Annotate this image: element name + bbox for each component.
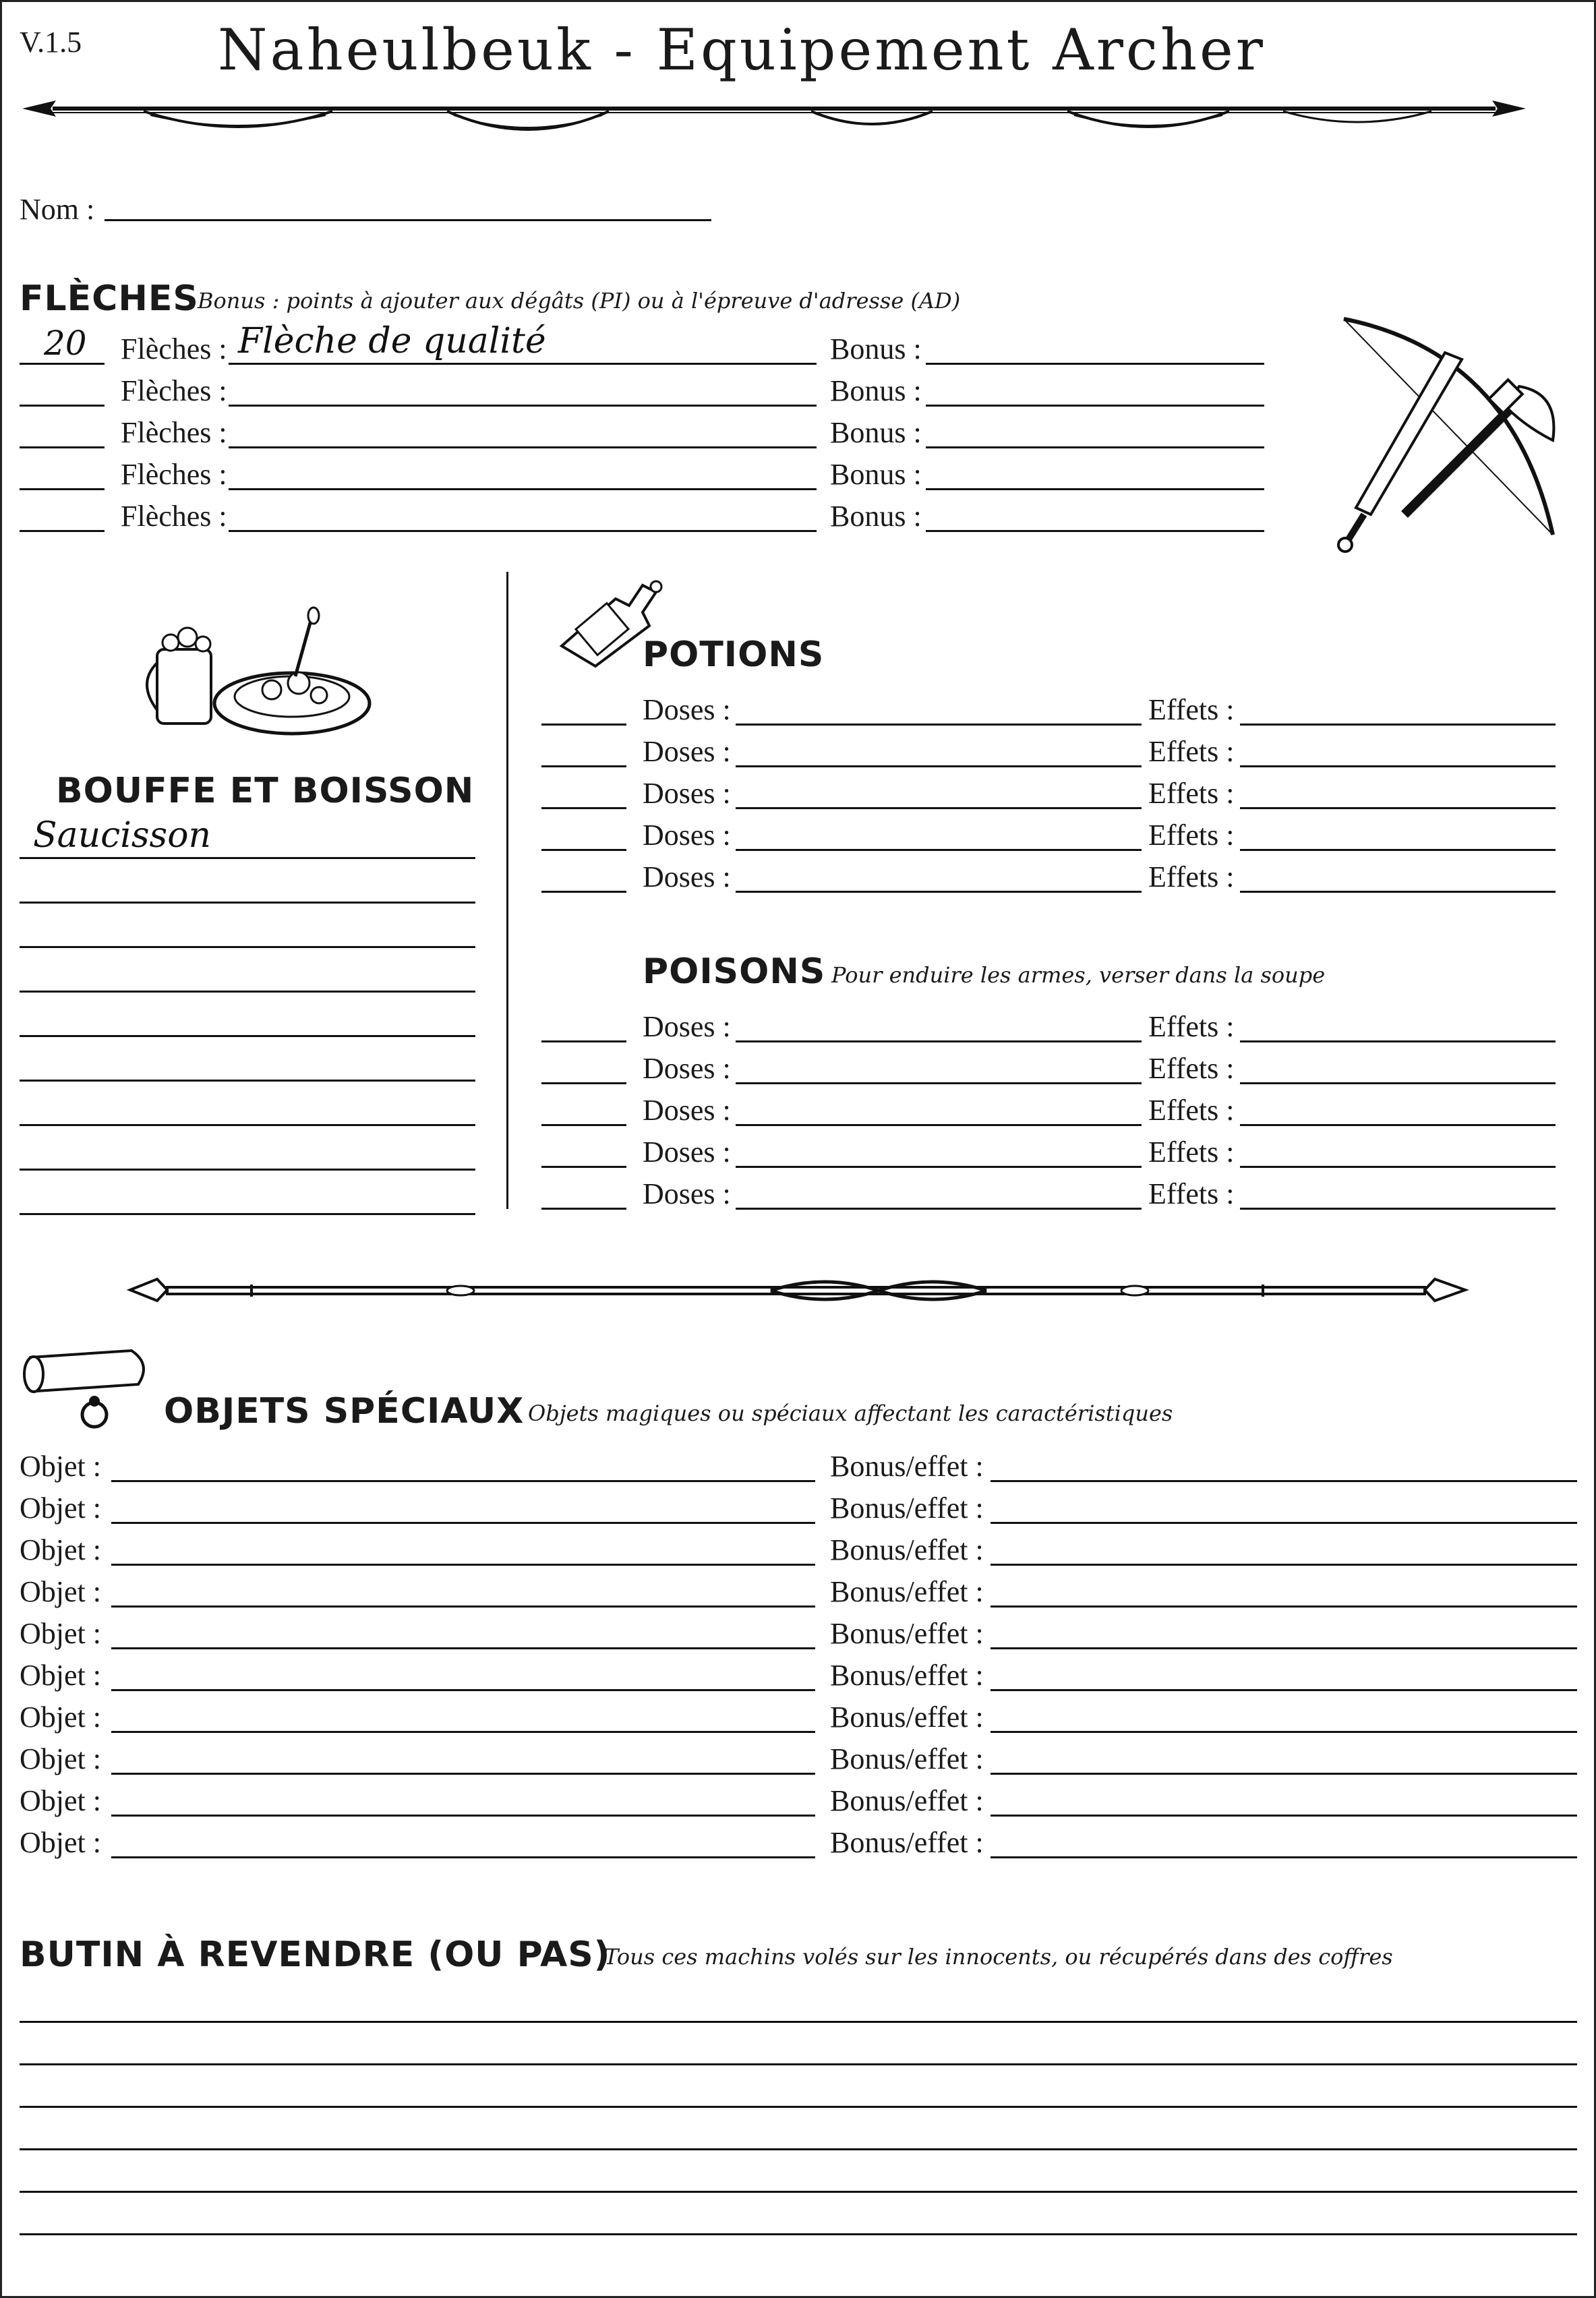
objet-bonus-label: Bonus/effet :	[830, 1826, 984, 1859]
objet-label: Objet :	[20, 1742, 101, 1775]
poisons-qty-field[interactable]	[541, 1082, 626, 1084]
potions-effets-label: Effets :	[1148, 777, 1235, 810]
fleche-row-label: Flèches :	[121, 332, 227, 365]
poisons-doses-field[interactable]	[736, 1166, 1142, 1168]
poisons-note: Pour enduire les armes, verser dans la soupe	[831, 962, 1326, 988]
potions-qty-field[interactable]	[541, 891, 626, 893]
crossed-weapons-icon	[1324, 312, 1580, 555]
objet-bonus-label: Bonus/effet :	[830, 1533, 984, 1566]
bouffe-line-field[interactable]	[20, 902, 475, 904]
objet-bonus-field[interactable]	[991, 1856, 1577, 1858]
potions-qty-field[interactable]	[541, 849, 626, 851]
objet-field[interactable]	[111, 1564, 815, 1566]
poisons-title: POISONS	[643, 951, 826, 992]
potions-doses-label: Doses :	[643, 860, 731, 893]
butin-line-field[interactable]	[20, 2233, 1577, 2235]
objet-bonus-field[interactable]	[991, 1647, 1577, 1649]
potions-qty-field[interactable]	[541, 807, 626, 809]
objet-bonus-field[interactable]	[991, 1522, 1577, 1524]
fleche-name-value: Flèche de qualité	[238, 321, 546, 361]
fleche-name-field[interactable]	[229, 363, 817, 365]
bouffe-line-field[interactable]	[20, 1169, 475, 1171]
fleche-row-label: Flèches :	[121, 500, 227, 533]
poisons-qty-field[interactable]	[541, 1124, 626, 1126]
objet-bonus-field[interactable]	[991, 1480, 1577, 1482]
poisons-doses-label: Doses :	[643, 1177, 731, 1210]
objet-field[interactable]	[111, 1731, 815, 1733]
objet-label: Objet :	[20, 1450, 101, 1483]
objet-label: Objet :	[20, 1533, 101, 1566]
poisons-effets-field[interactable]	[1240, 1166, 1556, 1168]
fleche-name-field[interactable]	[229, 446, 817, 448]
objet-label: Objet :	[20, 1617, 101, 1650]
poisons-qty-field[interactable]	[541, 1166, 626, 1168]
objet-bonus-label: Bonus/effet :	[830, 1659, 984, 1692]
bouffe-title: BOUFFE ET BOISSON	[56, 771, 475, 811]
objet-field[interactable]	[111, 1689, 815, 1691]
bouffe-line-field[interactable]	[20, 1213, 475, 1215]
poisons-effets-field[interactable]	[1240, 1082, 1556, 1084]
objet-bonus-label: Bonus/effet :	[830, 1701, 984, 1734]
fleche-qty-field[interactable]	[20, 405, 105, 407]
poisons-doses-field[interactable]	[736, 1040, 1142, 1042]
version-label: V.1.5	[20, 26, 82, 59]
poisons-effets-field[interactable]	[1240, 1124, 1556, 1126]
fleche-name-field[interactable]	[229, 488, 817, 490]
fleche-bonus-field[interactable]	[926, 363, 1264, 365]
poisons-doses-label: Doses :	[643, 1010, 731, 1043]
fleche-bonus-field[interactable]	[926, 530, 1264, 532]
bouffe-line-field[interactable]	[20, 1080, 475, 1082]
objet-bonus-label: Bonus/effet :	[830, 1742, 984, 1775]
fleche-bonus-label: Bonus :	[830, 416, 922, 449]
poisons-qty-field[interactable]	[541, 1040, 626, 1042]
potions-effets-field[interactable]	[1240, 849, 1556, 851]
potions-effets-field[interactable]	[1240, 891, 1556, 893]
fleche-bonus-label: Bonus :	[830, 374, 922, 407]
poisons-effets-field[interactable]	[1240, 1040, 1556, 1042]
objets-note: Objets magiques ou spéciaux affectant les caractéristiques	[528, 1401, 1173, 1426]
fleche-bonus-label: Bonus :	[830, 500, 922, 533]
poisons-doses-field[interactable]	[736, 1124, 1142, 1126]
potions-effets-label: Effets :	[1148, 735, 1235, 768]
objet-label: Objet :	[20, 1826, 101, 1859]
poisons-doses-field[interactable]	[736, 1208, 1142, 1210]
butin-line-field[interactable]	[20, 2191, 1577, 2193]
poisons-doses-field[interactable]	[736, 1082, 1142, 1084]
objet-label: Objet :	[20, 1784, 101, 1817]
objet-bonus-field[interactable]	[991, 1815, 1577, 1817]
potions-doses-field[interactable]	[736, 891, 1142, 893]
fleche-qty-field[interactable]	[20, 363, 105, 365]
fleche-row-label: Flèches :	[121, 458, 227, 491]
butin-title: BUTIN À REVENDRE (OU PAS)	[20, 1935, 611, 1975]
fleche-name-field[interactable]	[229, 530, 817, 532]
poisons-effets-field[interactable]	[1240, 1208, 1556, 1210]
objet-bonus-label: Bonus/effet :	[830, 1784, 984, 1817]
butin-line-field[interactable]	[20, 2148, 1577, 2150]
objet-label: Objet :	[20, 1492, 101, 1525]
fleche-qty-field[interactable]	[20, 530, 105, 532]
scroll-and-ring-icon	[17, 1344, 158, 1432]
objet-field[interactable]	[111, 1480, 815, 1482]
potions-effets-field[interactable]	[1240, 807, 1556, 809]
fleche-bonus-label: Bonus :	[830, 458, 922, 491]
objet-bonus-field[interactable]	[991, 1605, 1577, 1608]
fleche-name-field[interactable]	[229, 405, 817, 407]
potions-doses-field[interactable]	[736, 724, 1142, 726]
objet-field[interactable]	[111, 1522, 815, 1524]
objet-bonus-field[interactable]	[991, 1731, 1577, 1733]
bouffe-line-field[interactable]	[20, 1035, 475, 1037]
potions-effets-field[interactable]	[1240, 724, 1556, 726]
fleche-bonus-field[interactable]	[926, 488, 1264, 490]
objet-bonus-label: Bonus/effet :	[830, 1617, 984, 1650]
potions-effets-label: Effets :	[1148, 860, 1235, 893]
poisons-doses-label: Doses :	[643, 1136, 731, 1169]
butin-line-field[interactable]	[20, 2106, 1577, 2108]
fleche-bonus-field[interactable]	[926, 446, 1264, 448]
poisons-effets-label: Effets :	[1148, 1010, 1235, 1043]
objets-title: OBJETS SPÉCIAUX	[164, 1391, 525, 1432]
potions-title: POTIONS	[643, 635, 825, 675]
fleche-row-label: Flèches :	[121, 374, 227, 407]
butin-line-field[interactable]	[20, 2021, 1577, 2023]
food-and-drink-icon	[144, 609, 373, 744]
objet-bonus-label: Bonus/effet :	[830, 1575, 984, 1608]
page-title: Naheulbeuk - Equipement Archer	[218, 17, 1266, 83]
bouffe-line-field[interactable]	[20, 946, 475, 948]
name-field[interactable]	[105, 219, 711, 221]
fleche-qty-field[interactable]	[20, 488, 105, 490]
potions-effets-field[interactable]	[1240, 765, 1556, 767]
potions-qty-field[interactable]	[541, 765, 626, 767]
poisons-effets-label: Effets :	[1148, 1136, 1235, 1169]
column-divider	[506, 572, 508, 1209]
potions-doses-field[interactable]	[736, 765, 1142, 767]
potions-doses-label: Doses :	[643, 819, 731, 852]
potions-doses-field[interactable]	[736, 849, 1142, 851]
poisons-effets-label: Effets :	[1148, 1094, 1235, 1127]
objet-bonus-field[interactable]	[991, 1773, 1577, 1775]
objet-field[interactable]	[111, 1815, 815, 1817]
potions-doses-label: Doses :	[643, 777, 731, 810]
potions-doses-label: Doses :	[643, 735, 731, 768]
fleche-row-label: Flèches :	[121, 416, 227, 449]
potions-qty-field[interactable]	[541, 724, 626, 726]
objet-field[interactable]	[111, 1605, 815, 1608]
butin-note: Tous ces machins volés sur les innocents, ou récupérés dans des coffres	[604, 1944, 1393, 1970]
poisons-effets-label: Effets :	[1148, 1052, 1235, 1085]
poisons-doses-label: Doses :	[643, 1094, 731, 1127]
objet-label: Objet :	[20, 1575, 101, 1608]
poisons-qty-field[interactable]	[541, 1208, 626, 1210]
bouffe-line-field[interactable]	[20, 991, 475, 993]
objet-bonus-label: Bonus/effet :	[830, 1450, 984, 1483]
potions-doses-label: Doses :	[643, 693, 731, 726]
fleche-qty-value: 20	[44, 324, 87, 363]
poisons-effets-label: Effets :	[1148, 1177, 1235, 1210]
fleche-bonus-label: Bonus :	[830, 332, 922, 365]
potions-effets-label: Effets :	[1148, 819, 1235, 852]
fleche-qty-field[interactable]	[20, 446, 105, 448]
objet-field[interactable]	[111, 1856, 815, 1858]
staff-divider-icon	[130, 1270, 1465, 1317]
potions-doses-field[interactable]	[736, 807, 1142, 809]
objet-field[interactable]	[111, 1647, 815, 1649]
bouffe-line-field[interactable]	[20, 1124, 475, 1126]
bouffe-line-value: Saucisson	[33, 815, 212, 856]
objet-bonus-field[interactable]	[991, 1689, 1577, 1691]
potions-effets-label: Effets :	[1148, 693, 1235, 726]
objet-field[interactable]	[111, 1773, 815, 1775]
fleche-bonus-field[interactable]	[926, 405, 1264, 407]
poisons-doses-label: Doses :	[643, 1052, 731, 1085]
butin-line-field[interactable]	[20, 2063, 1577, 2065]
arrow-divider-icon	[16, 88, 1533, 149]
objet-bonus-field[interactable]	[991, 1564, 1577, 1566]
objet-label: Objet :	[20, 1701, 101, 1734]
fleches-title: FLÈCHES	[20, 278, 199, 319]
objet-label: Objet :	[20, 1659, 101, 1692]
bouffe-line-field[interactable]	[20, 857, 475, 859]
fleches-note: Bonus : points à ajouter aux dégâts (PI) ou à l'épreuve d'adresse (AD)	[198, 288, 961, 314]
objet-bonus-label: Bonus/effet :	[830, 1492, 984, 1525]
name-label: Nom :	[20, 193, 95, 226]
